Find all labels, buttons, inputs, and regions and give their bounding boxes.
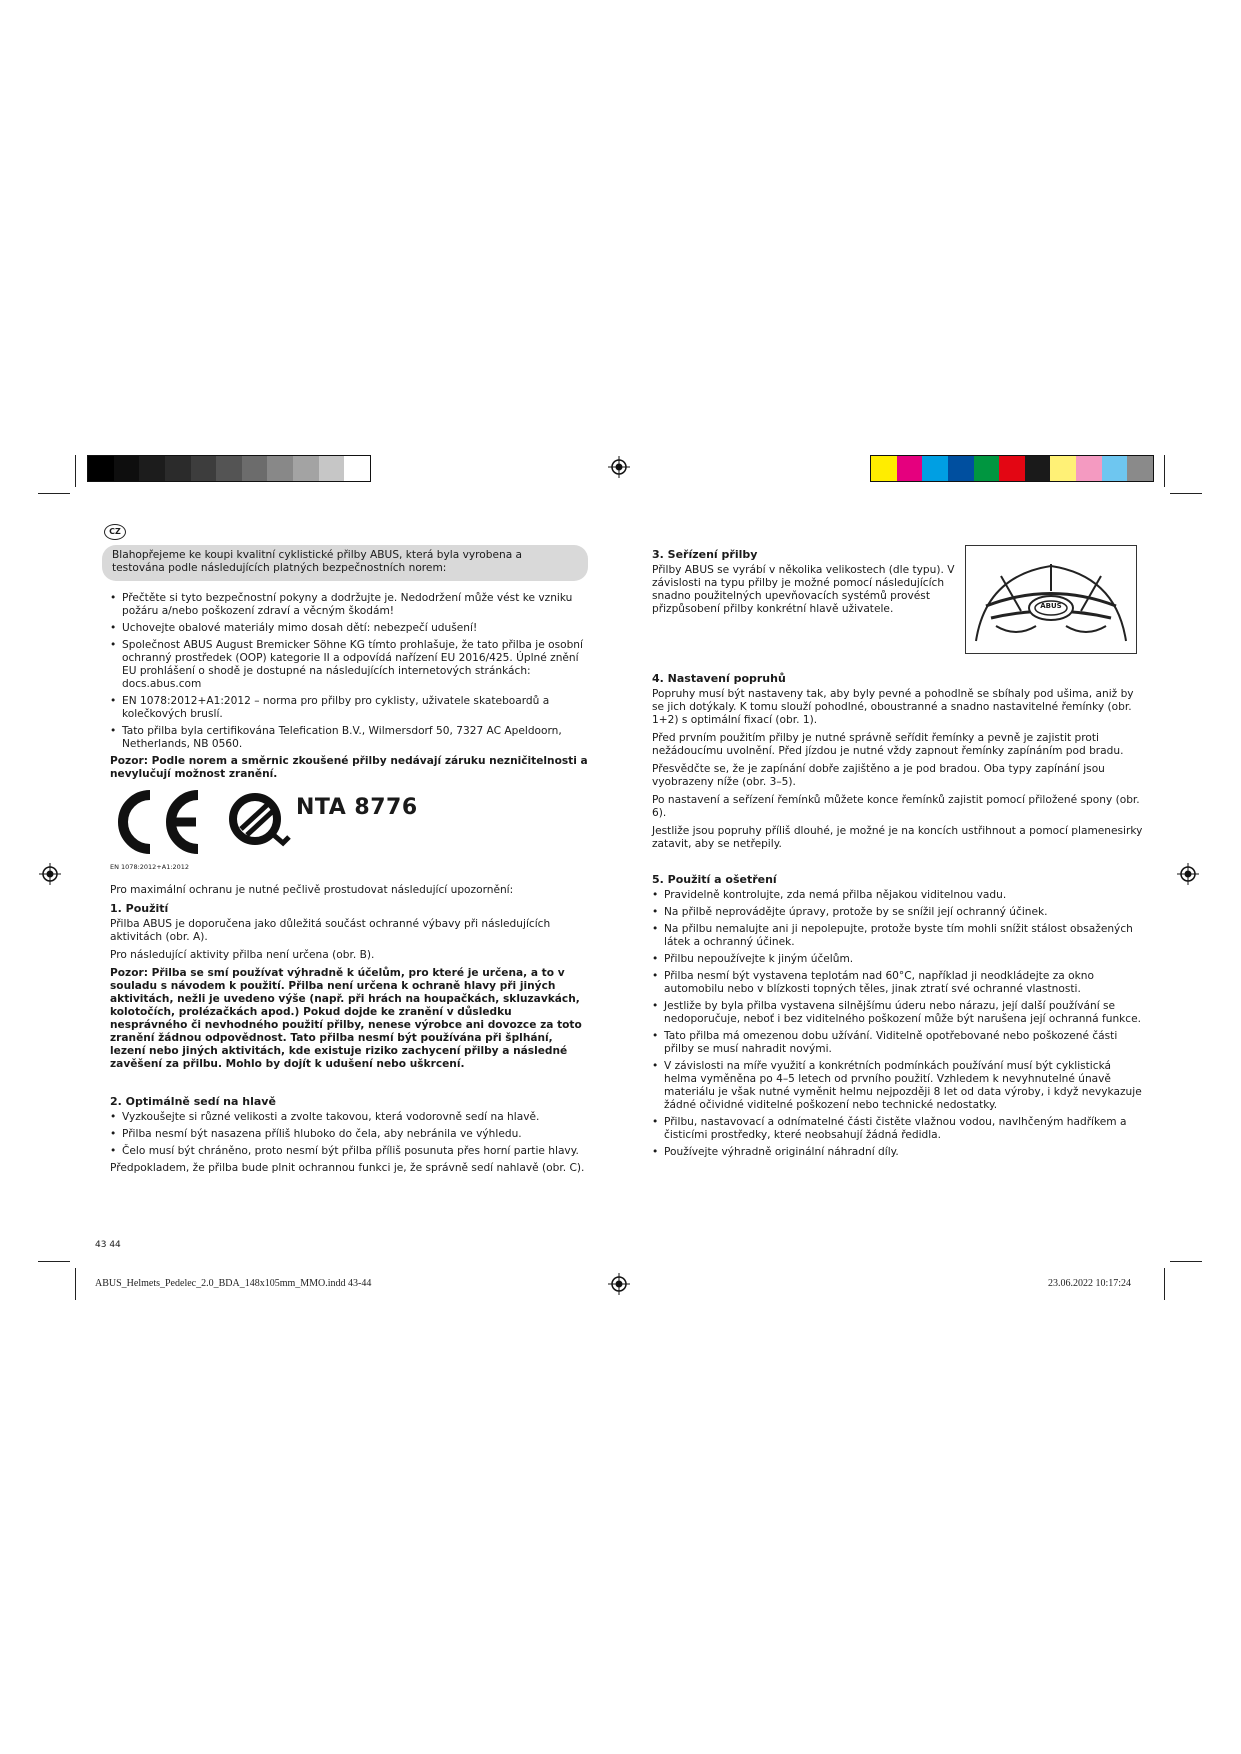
color-swatch xyxy=(999,456,1025,481)
color-swatch xyxy=(319,456,345,481)
section-5-bullet-item: • Jestliže by byla přilba vystavena silnějšímu úderu nebo nárazu, její další používání se nedoporučuje, neboť i bez viditelného poškození může být narušena její ochranná funkce. xyxy=(652,1000,1147,1026)
section-5-bullet-item: • Na přilbě neprovádějte úpravy, protože by se snížil její ochranný účinek. xyxy=(652,906,1147,919)
footer-filename: ABUS_Helmets_Pedelec_2.0_BDA_148x105mm_MMO.indd 43-44 xyxy=(95,1278,372,1289)
section-2-bullet-item: • Vyzkoušejte si různé velikosti a zvolte takovou, která vodorovně sedí na hlavě. xyxy=(110,1111,590,1124)
section-5-title: 5. Použití a ošetření xyxy=(652,873,777,886)
language-badge: CZ xyxy=(104,524,126,540)
section-4-paragraph: Přesvědčte se, že je zapínání dobře zajištěno a je pod bradou. Oba typy zapínání jsou vyobrazeny níže (obr. 3–5). xyxy=(652,763,1105,788)
page-numbers: 43 44 xyxy=(95,1240,121,1250)
color-swatch xyxy=(114,456,140,481)
section-2-bullet-list xyxy=(110,1111,590,1158)
ce-mark-icon xyxy=(110,789,205,855)
intro-bullet-list xyxy=(110,592,590,751)
section-2-title: 2. Optimálně sedí na hlavě xyxy=(110,1095,276,1108)
registration-mark-icon xyxy=(608,456,630,478)
certification-logos xyxy=(110,787,590,865)
section-5-bullet-item: • Na přilbu nemalujte ani ji nepolepujte, protože byste tím mohli snížit stálost obsažených látek a ochranný účinek. xyxy=(652,923,1147,949)
registration-mark-icon xyxy=(39,863,61,885)
color-swatch xyxy=(897,456,923,481)
color-swatch xyxy=(191,456,217,481)
section-1-warning: Pozor: Přilba se smí používat výhradně k účelům, pro které je určena, a to v souladu s návodem k použití. Přilba není určena k ochraně hlavy při jiných aktivitách, nežli je uvedeno výše (např. při hrách na houpačkách, skluzavkách, kolotočích, prolézačkách apod.) Pokud dojde ke zranění v důsledku nesprávného či nevhodného použití přilby, nenese výrobce ani dovozce za toto zranění žádnou odpovědnost. Tato přilba nesmí být používána při šplhání, lezení nebo jiných aktivitách, kde existuje riziko zachycení přilby a následné zavěšení za přilbu. Mohlo by dojít k udušení nebo uškrcení. xyxy=(110,967,582,1070)
section-5-bullet-list xyxy=(652,889,1147,1159)
crop-mark xyxy=(75,1268,76,1300)
color-swatch xyxy=(922,456,948,481)
section-4-paragraph: Po nastavení a seřízení řemínků můžete konce řemínků zajistit pomocí přiložené spony (obr. 6). xyxy=(652,794,1140,819)
color-swatch xyxy=(267,456,293,481)
color-swatch xyxy=(1076,456,1102,481)
color-swatch xyxy=(1050,456,1076,481)
section-5-bullet-item: • V závislosti na míře využití a konkrétních podmínkách používání musí být cyklistická helma vyměněna po 4–5 letech od prvního použití. Vzhledem k nevyhnutelné únavě materiálu je však nutné vyměnit helmu nejpozději 8 let od data výroby, i když nevykazuje žádné očividné viditelné poškození nebo technické nedostatky. xyxy=(652,1060,1147,1112)
crop-mark xyxy=(38,493,70,494)
lead-text: Pro maximální ochranu je nutné pečlivě prostudovat následující upozornění: xyxy=(110,884,514,896)
section-1-paragraph: Pro následující aktivity přilba není určena (obr. B). xyxy=(110,949,375,961)
section-5-bullet-item: • Pravidelně kontrolujte, zda nemá přilba nějakou viditelnou vadu. xyxy=(652,889,1147,902)
color-swatch xyxy=(1102,456,1128,481)
nta-logo-icon xyxy=(227,791,293,851)
section-3-paragraph: Přilby ABUS se vyrábí v několika velikostech (dle typu). V závislosti na typu přilby je možné pomocí následujících snadno použitelných upevňovacích systémů provést přizpůsobení přilby konkrétní hlavě uživatele. xyxy=(652,564,955,615)
color-swatch xyxy=(242,456,268,481)
helmet-fit-illustration xyxy=(965,545,1137,654)
color-bar xyxy=(870,455,1154,482)
section-5-bullet-item: • Používejte výhradně originální náhradní díly. xyxy=(652,1146,1147,1159)
left-column xyxy=(110,592,590,1180)
illustration-logo: ABUS xyxy=(1040,602,1062,610)
right-column-lower xyxy=(652,672,1147,1163)
crop-mark xyxy=(38,1261,70,1262)
warning-text: Pozor: Podle norem a směrnic zkoušené přilby nedávají záruku nezničitelnosti a nevylučují možnost zranění. xyxy=(110,755,588,780)
norm-caption: EN 1078:2012+A1:2012 xyxy=(110,863,190,871)
section-2-bullet-item: • Přilba nesmí být nasazena příliš hluboko do čela, aby nebránila ve výhledu. xyxy=(110,1128,590,1141)
intro-bullet-item: • EN 1078:2012+A1:2012 – norma pro přilby pro cyklisty, uživatele skateboardů a kolečkových bruslí. xyxy=(110,695,590,721)
section-5-bullet-item: • Přilba nesmí být vystavena teplotám nad 60°C, například ji neodkládejte za okno automobilu nebo v blízkosti topných těles, jinak ztratí své ochranné vlastnosti. xyxy=(652,970,1147,996)
color-swatch xyxy=(293,456,319,481)
color-swatch xyxy=(216,456,242,481)
color-swatch xyxy=(344,456,370,481)
section-5-bullet-item: • Tato přilba má omezenou dobu užívání. Viditelně opotřebované nebo poškozené části přilby se musí nahradit novými. xyxy=(652,1030,1147,1056)
color-swatch xyxy=(974,456,1000,481)
crop-mark xyxy=(1164,455,1165,487)
section-4-paragraphs xyxy=(652,688,1147,851)
color-swatch xyxy=(88,456,114,481)
section-4-paragraph: Popruhy musí být nastaveny tak, aby byly pevné a pohodlně se sbíhaly pod ušima, aniž by se jich dotýkaly. K tomu slouží pohodlné, oboustranné a snadno nastavitelné řemínky (obr. 1+2) s optimální fixací (obr. 1). xyxy=(652,688,1134,726)
crop-mark xyxy=(1170,1261,1202,1262)
color-swatch xyxy=(139,456,165,481)
helmet-fit-system-icon xyxy=(966,546,1136,653)
registration-mark-icon xyxy=(1177,863,1199,885)
intro-bullet-item: • Přečtěte si tyto bezpečnostní pokyny a dodržujte je. Nedodržení může vést ke vzniku požáru a/nebo poškození zdraví a věcným škodám! xyxy=(110,592,590,618)
color-swatch xyxy=(1025,456,1051,481)
crop-mark xyxy=(1170,493,1202,494)
section-3-title: 3. Seřízení přilby xyxy=(652,548,758,561)
section-1-paragraph: Přilba ABUS je doporučena jako důležitá součást ochranné výbavy při následujících aktivitách (obr. A). xyxy=(110,918,551,943)
color-swatch xyxy=(165,456,191,481)
crop-mark xyxy=(1164,1268,1165,1300)
section-5-bullet-item: • Přilbu nepoužívejte k jiným účelům. xyxy=(652,953,1147,966)
intro-box: Blahopřejeme ke koupi kvalitní cyklistické přilby ABUS, která byla vyrobena a testována podle následujících platných bezpečnostních norem: xyxy=(102,545,588,581)
section-4-title: 4. Nastavení popruhů xyxy=(652,672,786,685)
footer-timestamp: 23.06.2022 10:17:24 xyxy=(1048,1278,1132,1289)
grayscale-bar xyxy=(87,455,371,482)
color-swatch xyxy=(871,456,897,481)
crop-mark xyxy=(75,455,76,487)
nta-logo-text: NTA 8776 xyxy=(296,795,418,820)
registration-mark-icon xyxy=(608,1273,630,1295)
section-1-title: 1. Použití xyxy=(110,902,169,915)
intro-bullet-item: • Tato přilba byla certifikována Telefication B.V., Wilmersdorf 50, 7327 AC Apeldoorn, Netherlands, NB 0560. xyxy=(110,725,590,751)
intro-bullet-item: • Uchovejte obalové materiály mimo dosah dětí: nebezpečí udušení! xyxy=(110,622,590,635)
color-swatch xyxy=(1127,456,1153,481)
section-2-paragraph: Předpokladem, že přilba bude plnit ochrannou funkci je, že správně sedí nahlavě (obr. C). xyxy=(110,1162,585,1174)
section-4-paragraph: Jestliže jsou popruhy příliš dlouhé, je možné je na koncích ustřihnout a pomocí plamenesirky zatavit, aby se netřepily. xyxy=(652,825,1143,850)
section-4-paragraph: Před prvním použitím přilby je nutné správně seřídit řemínky a pevně je zajistit proti nežádoucímu uvolnění. Před jízdou je nutné vždy zapnout řemínky zapínáním pod bradu. xyxy=(652,732,1124,757)
intro-bullet-item: • Společnost ABUS August Bremicker Söhne KG tímto prohlašuje, že tato přilba je osobní ochranný prostředek (OOP) kategorie II a odpovídá nařízení EU 2016/425. Úplné znění EU prohlášení o shodě je dostupné na následujících internetových stránkách: docs.abus.com xyxy=(110,639,590,691)
color-swatch xyxy=(948,456,974,481)
section-5-bullet-item: • Přilbu, nastavovací a odnímatelné části čistěte vlažnou vodou, navlhčeným hadříkem a čisticími prostředky, které neobsahují žádná ředidla. xyxy=(652,1116,1147,1142)
section-2-bullet-item: • Čelo musí být chráněno, proto nesmí být přilba příliš posunuta přes horní partie hlavy. xyxy=(110,1145,590,1158)
